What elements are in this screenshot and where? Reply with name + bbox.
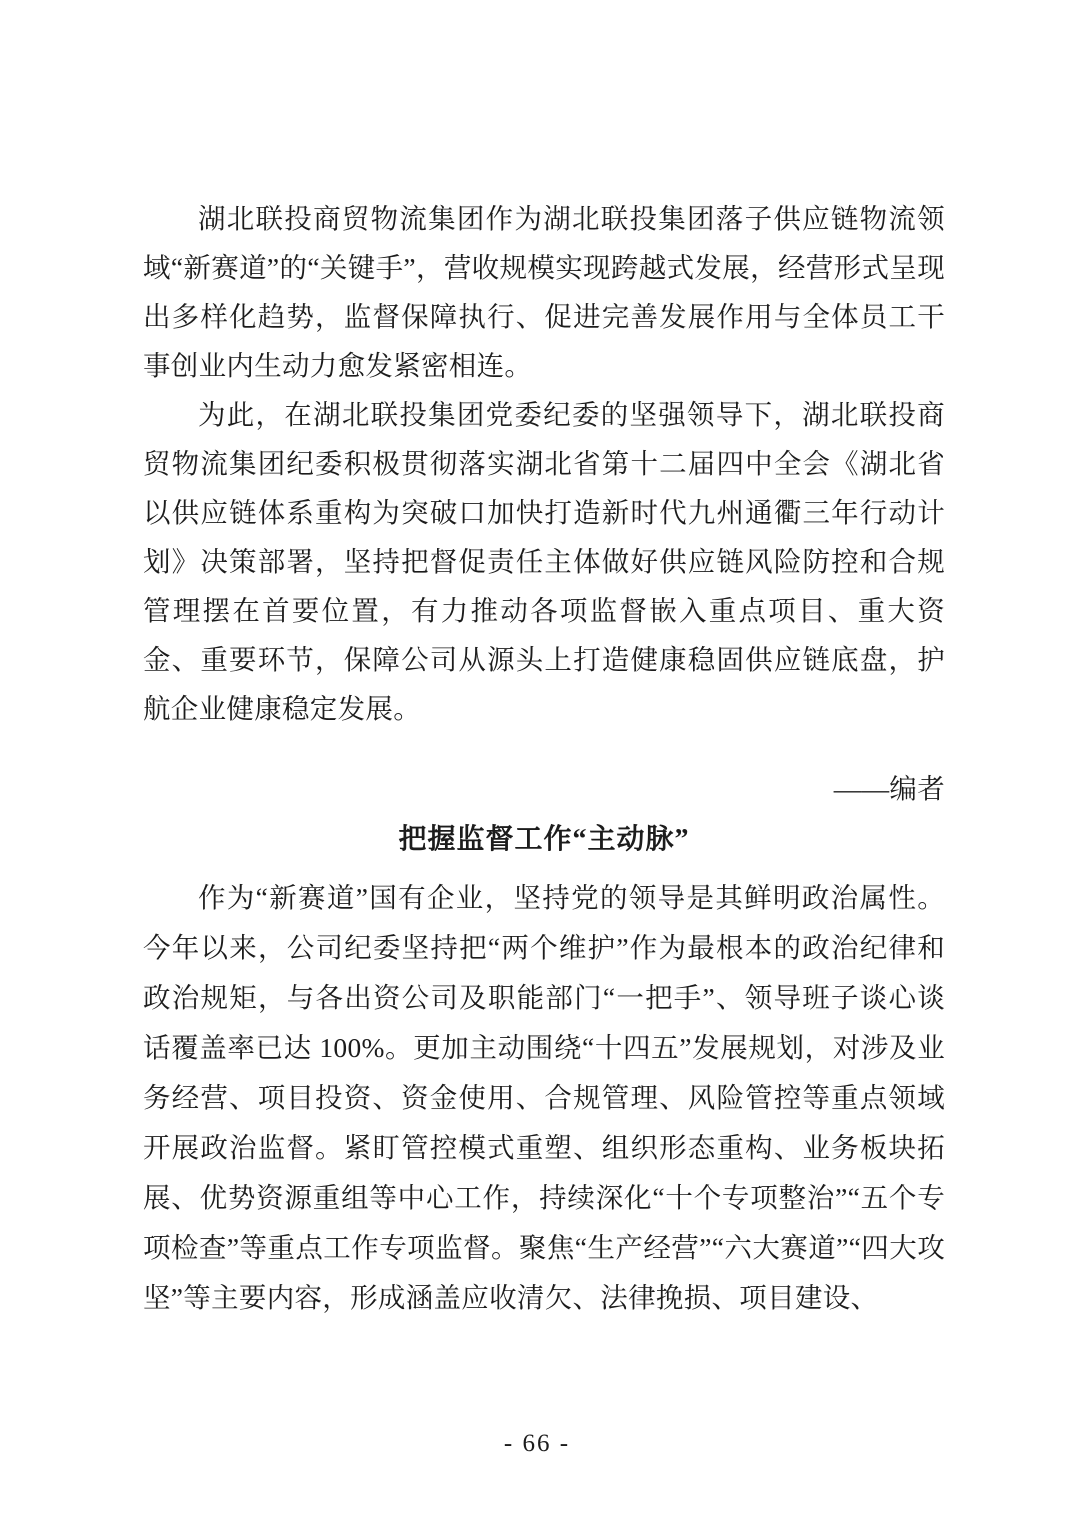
page-number: - 66 - bbox=[503, 1430, 571, 1457]
section-paragraph: 作为“新赛道”国有企业，坚持党的领导是其鲜明政治属性。今年以来，公司纪委坚持把“两个维护”作为最根本的政治纪律和政治规矩，与各出资公司及职能部门“一把手”、领导班子谈心谈话覆盖率已达 100%。更加主动围绕“十四五”发展规划，对涉及业务经营、项目投资、资金使用、合规管理、风险管控等重点领域开展政治监督。紧盯管控模式重塑、组织形态重构、业务板块拓展、优势资源重组等中心工作，持续深化“十个专项整治”“五个专项检查”等重点工作专项监督。聚焦“生产经营”“六大赛道”“四大攻坚”等主要内容，形成涵盖应收清欠、法律挽损、项目建设、 bbox=[143, 882, 945, 1313]
intro-paragraph-1: 湖北联投商贸物流集团作为湖北联投集团落子供应链物流领域“新赛道”的“关键手”，营收规模实现跨越式发展，经营形式呈现出多样化趋势，监督保障执行、促进完善发展作用与全体员工干事创业内生动力愈发紧密相连。 bbox=[143, 203, 945, 381]
editor-attribution: ——编者 bbox=[833, 773, 945, 804]
intro-paragraph-2: 为此，在湖北联投集团党委纪委的坚强领导下，湖北联投商贸物流集团纪委积极贯彻落实湖北省第十二届四中全会《湖北省以供应链体系重构为突破口加快打造新时代九州通衢三年行动计划》决策部署，坚持把督促责任主体做好供应链风险防控和合规管理摆在首要位置，有力推动各项监督嵌入重点项目、重大资金、重要环节，保障公司从源头上打造健康稳固供应链底盘，护航企业健康稳定发展。 bbox=[143, 399, 945, 724]
section-title: 把握监督工作“主动脉” bbox=[398, 824, 690, 855]
